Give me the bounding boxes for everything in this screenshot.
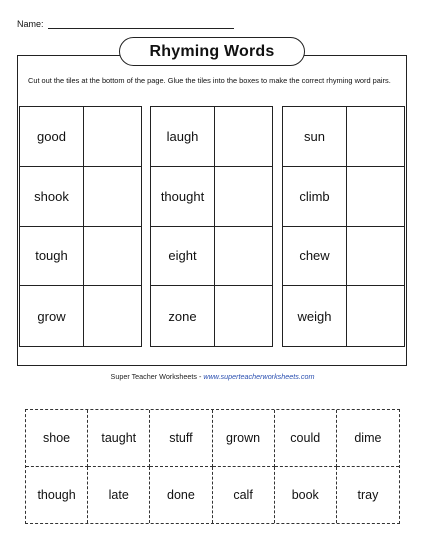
name-line — [48, 28, 234, 29]
answer-box — [84, 167, 141, 227]
word-cell: climb — [283, 167, 347, 227]
footer-text: Super Teacher Worksheets - — [110, 372, 204, 381]
word-cell: zone — [151, 286, 215, 346]
rhyme-table-3 — [282, 106, 405, 347]
footer-url: www.superteacherworksheets.com — [203, 372, 315, 381]
cutout-tile: shoe — [26, 410, 88, 467]
word-cell: eight — [151, 227, 215, 287]
answer-box — [215, 107, 272, 167]
cutout-tile: could — [275, 410, 337, 467]
word-cell: chew — [283, 227, 347, 287]
word-cell: grow — [20, 286, 84, 346]
answer-box — [215, 227, 272, 287]
cutout-tile: late — [88, 467, 150, 524]
cutout-tile: book — [275, 467, 337, 524]
answer-box — [84, 107, 141, 167]
answer-box — [347, 167, 404, 227]
name-label: Name: — [17, 19, 44, 29]
cutout-tile: dime — [337, 410, 399, 467]
rhyme-table-2 — [150, 106, 273, 347]
word-cell: thought — [151, 167, 215, 227]
answer-box — [347, 286, 404, 346]
instructions-text: Cut out the tiles at the bottom of the page. Glue the tiles into the boxes to make the correct rhyming word pairs. — [28, 76, 391, 85]
worksheet-title: Rhyming Words — [119, 37, 305, 66]
answer-box — [347, 107, 404, 167]
cutout-tile: calf — [213, 467, 275, 524]
footer-credit — [0, 372, 425, 381]
word-cell: tough — [20, 227, 84, 287]
cutout-tile: tray — [357, 487, 379, 502]
word-cell: sun — [283, 107, 347, 167]
cutout-tiles — [25, 409, 400, 524]
cutout-tile: grown — [213, 410, 275, 467]
cutout-tile: stuff — [150, 410, 212, 467]
word-cell: good — [20, 107, 84, 167]
cutout-tile: done — [150, 467, 212, 524]
answer-box — [347, 227, 404, 287]
answer-box — [84, 286, 141, 346]
cutout-tile: taught — [88, 410, 150, 467]
word-cell: shook — [20, 167, 84, 227]
answer-box — [215, 286, 272, 346]
word-cell: laugh — [151, 107, 215, 167]
word-cell: weigh — [283, 286, 347, 346]
rhyme-table-1 — [19, 106, 142, 347]
answer-box — [215, 167, 272, 227]
answer-box — [84, 227, 141, 287]
cutout-tile: though — [26, 467, 88, 524]
